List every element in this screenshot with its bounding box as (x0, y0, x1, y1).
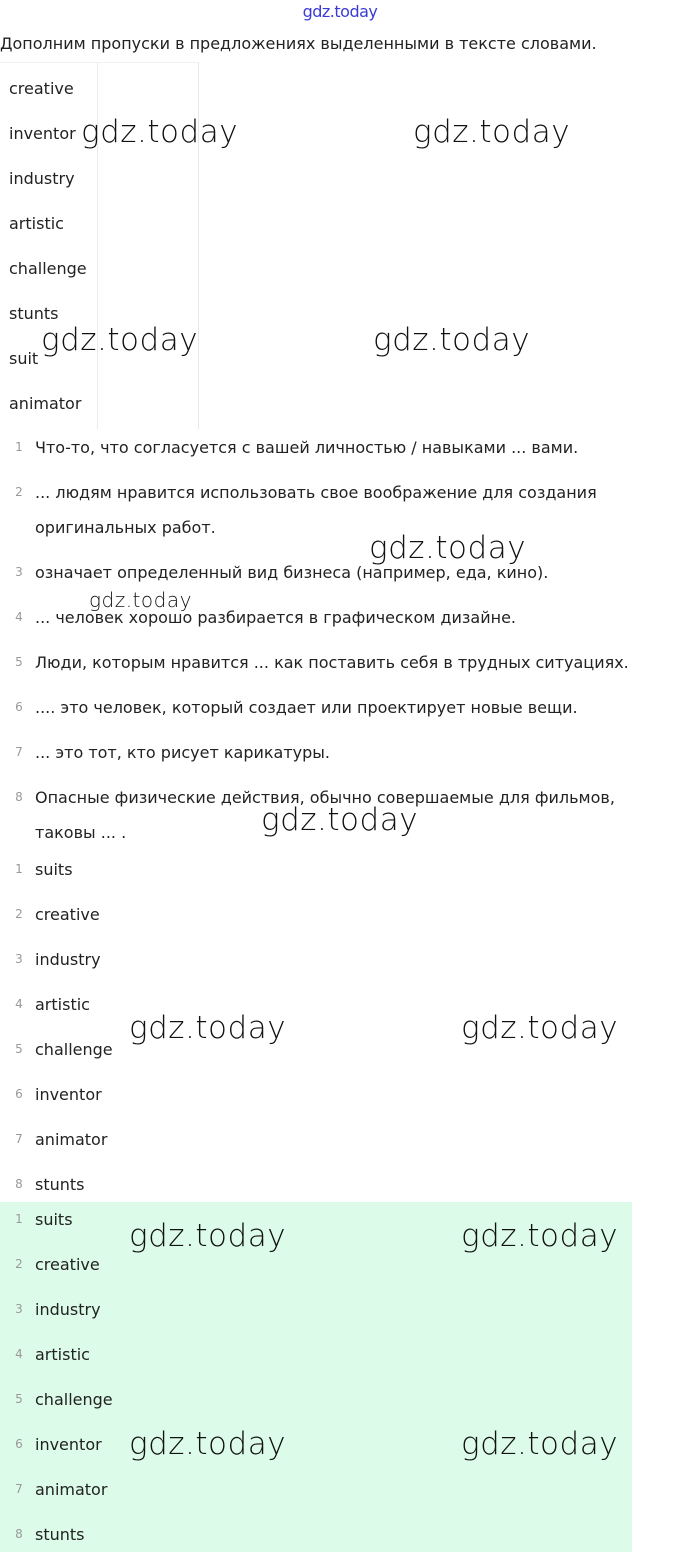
sentence-item (0, 600, 632, 635)
watermark: gdz.today (41, 322, 199, 358)
line-number: 7 (15, 745, 23, 759)
line-number: 6 (15, 700, 23, 714)
answer-item (0, 1202, 632, 1237)
line-number: 5 (15, 655, 23, 669)
line-number: 3 (15, 565, 23, 579)
line-number: 4 (15, 1347, 23, 1361)
answer-item (0, 1472, 632, 1507)
sentence-text: Что-то, что согласуется с вашей личностью / навыками ... вами. (35, 438, 579, 457)
word-bank-item: industry (9, 169, 75, 188)
sentence-list (0, 430, 632, 860)
line-number: 3 (15, 952, 23, 966)
line-number: 8 (15, 1177, 23, 1191)
word-bank-table (0, 62, 199, 429)
answer-list (0, 852, 632, 1212)
line-number: 2 (15, 485, 23, 499)
line-number: 4 (15, 997, 23, 1011)
answer-text: stunts (35, 1175, 85, 1194)
line-number: 6 (15, 1437, 23, 1451)
sentence-text: Опасные физические действия, обычно совершаемые для фильмов, таковы ... . (35, 788, 615, 842)
answer-item (0, 1077, 632, 1112)
answer-text: suits (35, 860, 73, 879)
answer-text: animator (35, 1130, 108, 1149)
watermark: gdz.today (413, 114, 571, 150)
watermark: gdz.today (461, 1010, 619, 1046)
answer-item (0, 1032, 632, 1067)
line-number: 6 (15, 1087, 23, 1101)
watermark: gdz.today (129, 1218, 287, 1254)
word-bank-item: creative (9, 79, 74, 98)
answer-text: artistic (35, 995, 90, 1014)
site-logo[interactable]: gdz.today (302, 2, 378, 21)
sentence-item (0, 735, 632, 770)
line-number: 5 (15, 1042, 23, 1056)
answer-text: suits (35, 1210, 73, 1229)
line-number: 1 (15, 862, 23, 876)
watermark: gdz.today (369, 530, 527, 566)
line-number: 8 (15, 790, 23, 804)
answer-item (0, 1167, 632, 1202)
line-number: 7 (15, 1132, 23, 1146)
word-bank-item: artistic (9, 214, 64, 233)
sentence-item (0, 645, 632, 680)
sentence-item (0, 475, 632, 545)
sentence-text: ... людям нравится использовать свое воображение для создания оригинальных работ. (35, 483, 597, 537)
line-number: 8 (15, 1527, 23, 1541)
answer-item (0, 1292, 632, 1327)
word-bank-item: challenge (9, 259, 87, 278)
instruction-text: Дополним пропуски в предложениях выделенными в тексте словами. (0, 34, 597, 53)
watermark: gdz.today (373, 322, 531, 358)
highlighted-answer-list (0, 1202, 632, 1562)
word-bank-item: suit (9, 349, 39, 368)
sentence-text: .... это человек, который создает или проектирует новые вещи. (35, 698, 578, 717)
answer-item (0, 1427, 632, 1462)
sentence-item (0, 555, 632, 590)
answer-item (0, 897, 632, 932)
watermark: gdz.today (461, 1218, 619, 1254)
line-number: 1 (15, 440, 23, 454)
word-bank-list (9, 77, 87, 437)
watermark: gdz.today (261, 802, 419, 838)
watermark: gdz.today (89, 588, 192, 612)
answer-item (0, 1517, 632, 1552)
answer-item (0, 1247, 632, 1282)
answer-text: stunts (35, 1525, 85, 1544)
word-bank-item: animator (9, 394, 82, 413)
answer-text: inventor (35, 1435, 102, 1454)
sentence-text: означает определенный вид бизнеса (например, еда, кино). (35, 563, 549, 582)
answer-text: creative (35, 905, 100, 924)
answer-text: artistic (35, 1345, 90, 1364)
word-bank-item: inventor (9, 124, 76, 143)
sentence-text: Люди, которым нравится ... как поставить себя в трудных ситуациях. (35, 653, 629, 672)
sentence-item (0, 690, 632, 725)
line-number: 5 (15, 1392, 23, 1406)
answer-text: animator (35, 1480, 108, 1499)
answer-item (0, 1337, 632, 1372)
answer-text: creative (35, 1255, 100, 1274)
sentence-text: ... человек хорошо разбирается в графическом дизайне. (35, 608, 516, 627)
answer-text: challenge (35, 1390, 113, 1409)
watermark: gdz.today (81, 114, 239, 150)
answer-text: inventor (35, 1085, 102, 1104)
watermark: gdz.today (461, 1426, 619, 1462)
word-bank-item: stunts (9, 304, 59, 323)
answer-item (0, 942, 632, 977)
watermark: gdz.today (129, 1010, 287, 1046)
line-number: 4 (15, 610, 23, 624)
answer-text: challenge (35, 1040, 113, 1059)
sentence-item (0, 780, 632, 850)
line-number: 1 (15, 1212, 23, 1226)
watermark: gdz.today (129, 1426, 287, 1462)
line-number: 2 (15, 1257, 23, 1271)
sentence-item (0, 430, 632, 465)
answer-text: industry (35, 950, 101, 969)
line-number: 3 (15, 1302, 23, 1316)
line-number: 7 (15, 1482, 23, 1496)
answer-text: industry (35, 1300, 101, 1319)
line-number: 2 (15, 907, 23, 921)
answer-item (0, 1122, 632, 1157)
answer-item (0, 852, 632, 887)
word-bank-divider (97, 63, 98, 429)
answer-item (0, 987, 632, 1022)
answer-item (0, 1382, 632, 1417)
sentence-text: ... это тот, кто рисует карикатуры. (35, 743, 331, 762)
